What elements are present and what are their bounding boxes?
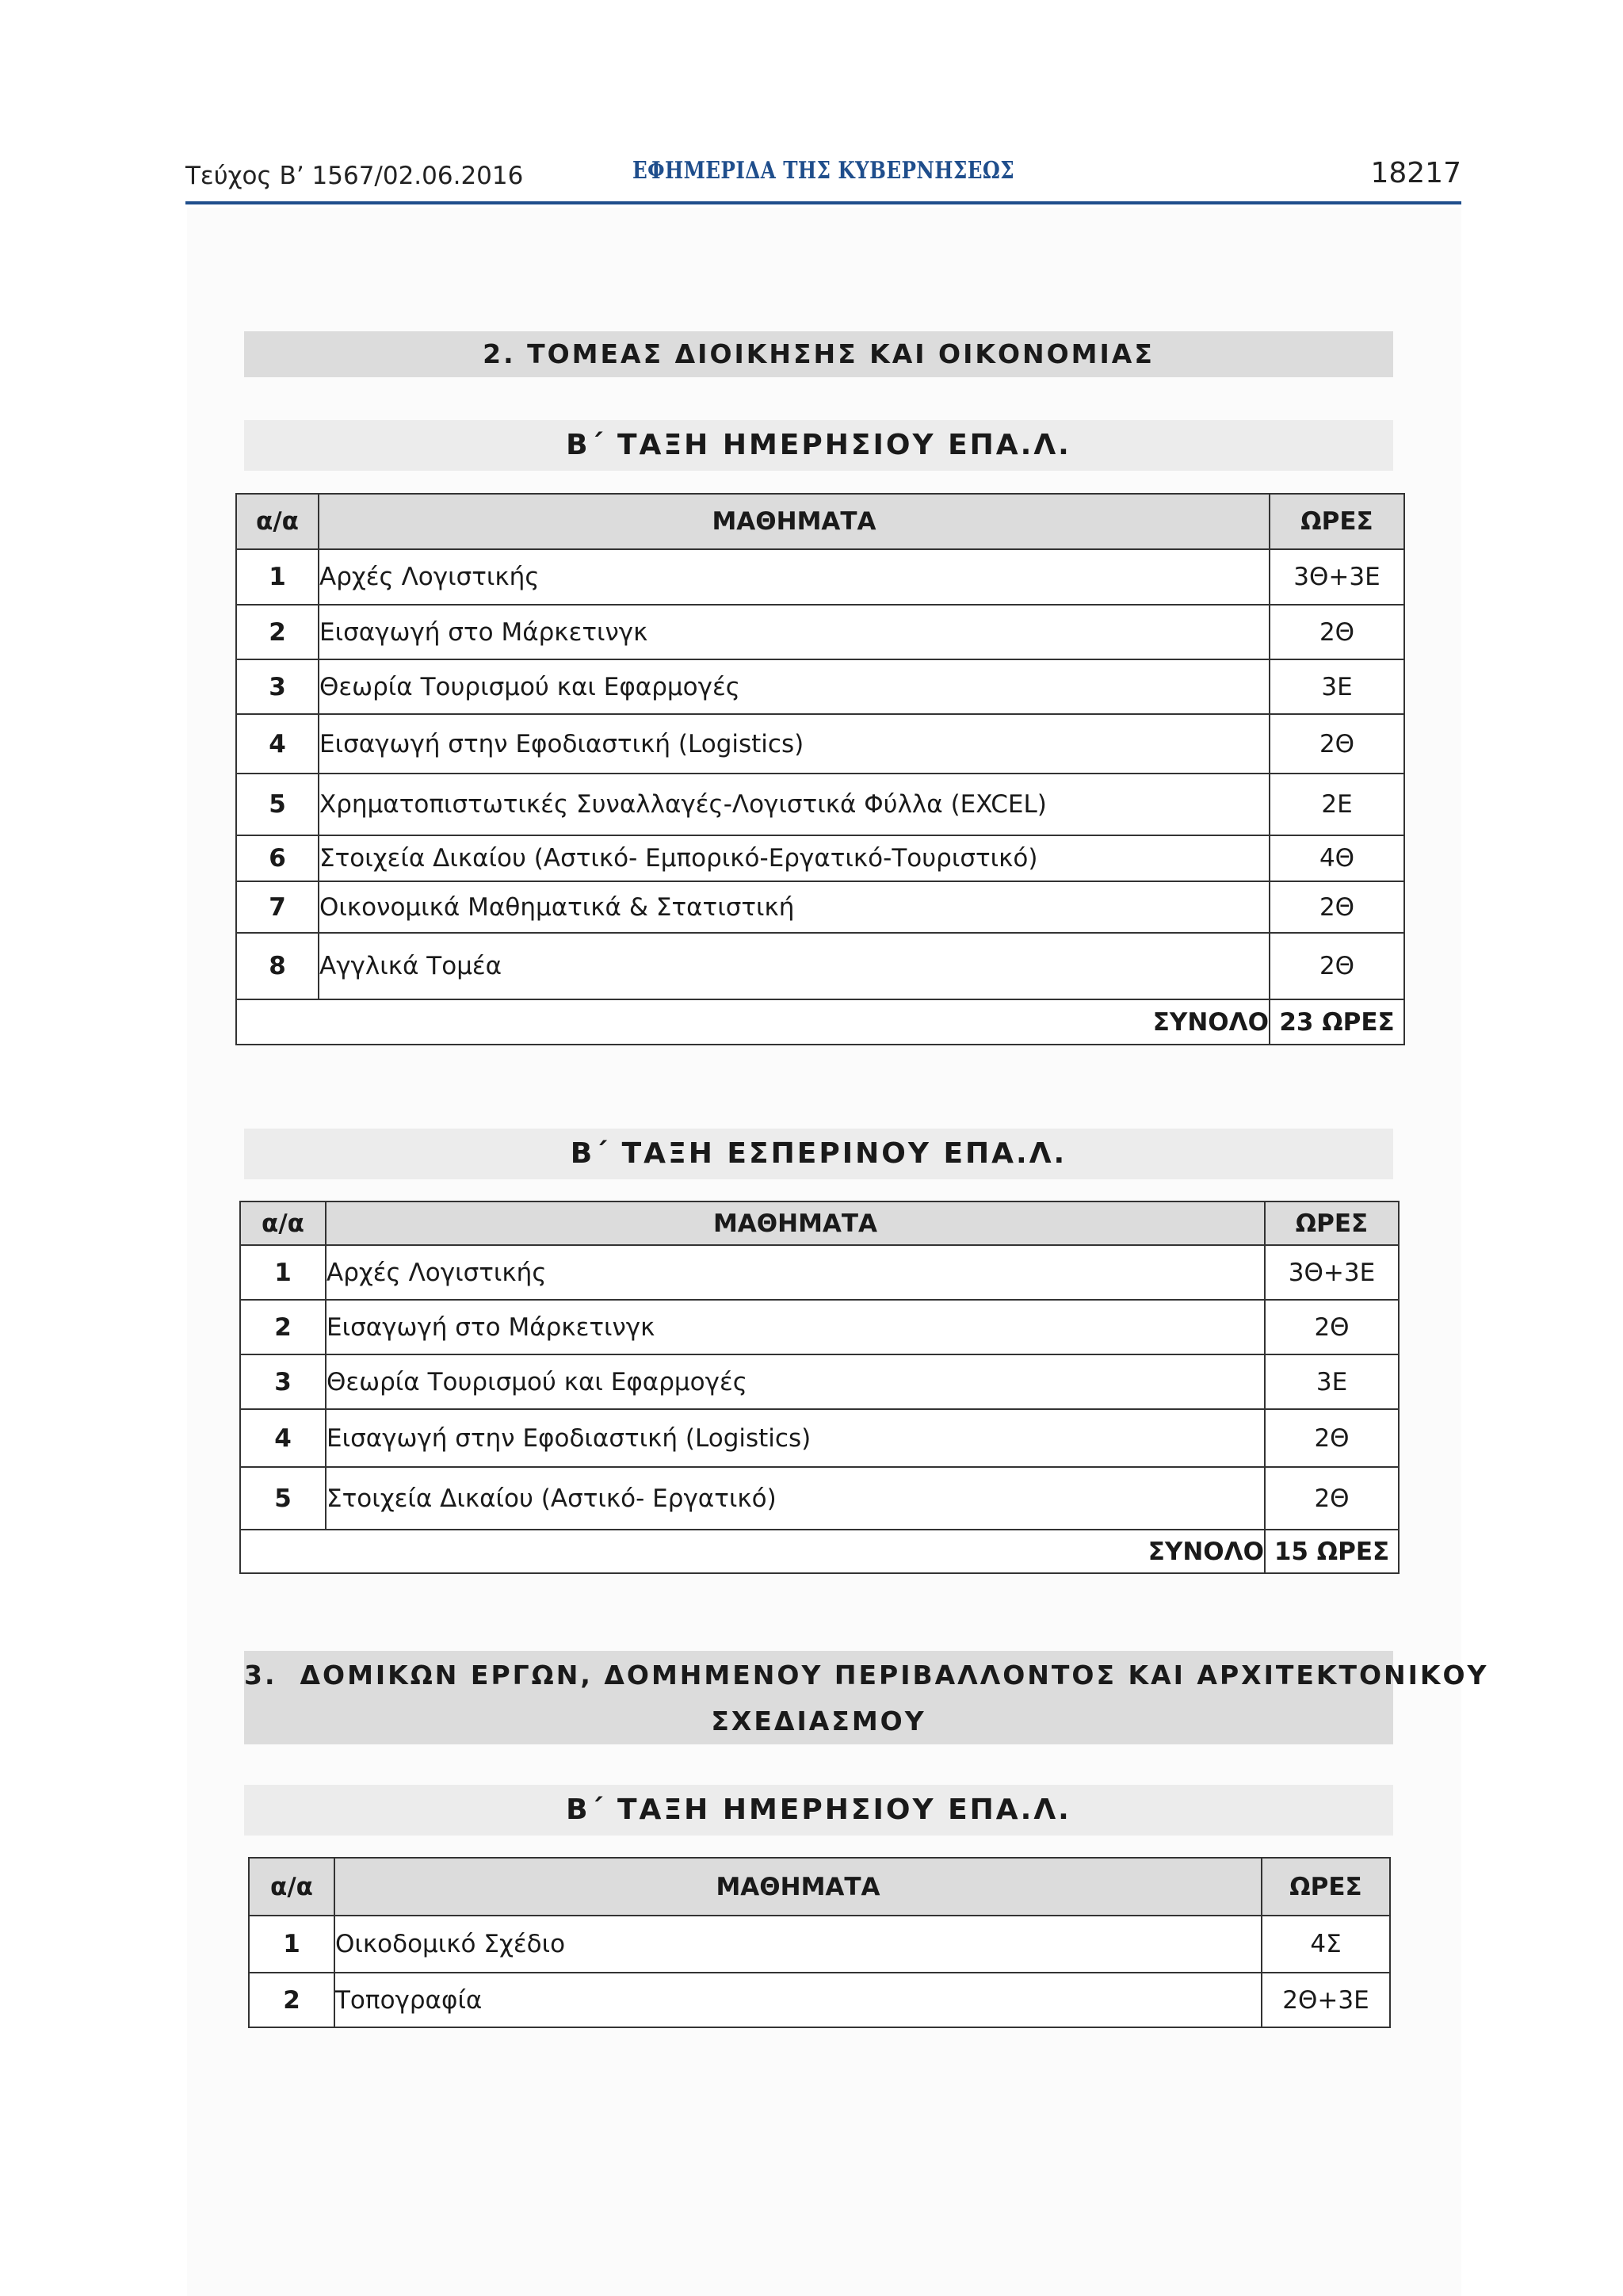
course-hours: 3Θ+3Ε xyxy=(1270,549,1404,605)
total-label: ΣΥΝΟΛΟ xyxy=(240,1530,1265,1573)
table-row xyxy=(236,659,1404,714)
total-hours: 15 ΩΡΕΣ xyxy=(1265,1530,1399,1573)
table-header-row xyxy=(236,494,1404,549)
course-hours: 2Θ xyxy=(1265,1467,1399,1530)
section-3-day-class-title: Β΄ ΤΑΞΗ ΗΜΕΡΗΣΙΟΥ ΕΠΑ.Λ. xyxy=(244,1785,1393,1836)
course-name: Αρχές Λογιστικής xyxy=(326,1245,1265,1300)
total-row xyxy=(240,1530,1399,1573)
row-index: 5 xyxy=(236,774,319,835)
row-index: 5 xyxy=(240,1467,326,1530)
column-header-courses: ΜΑΘΗΜΑΤΑ xyxy=(319,494,1270,549)
course-name: Αγγλικά Τομέα xyxy=(319,933,1270,999)
course-hours: 2Θ xyxy=(1265,1409,1399,1467)
course-hours: 2Θ xyxy=(1270,933,1404,999)
evening-courses-table xyxy=(239,1201,1400,1574)
table-row xyxy=(236,549,1404,605)
row-index: 1 xyxy=(249,1916,334,1973)
total-hours: 23 ΩΡΕΣ xyxy=(1270,999,1404,1045)
table-row xyxy=(240,1354,1399,1409)
row-index: 4 xyxy=(236,714,319,774)
course-name: Εισαγωγή στην Εφοδιαστική (Logistics) xyxy=(319,714,1270,774)
table-row xyxy=(240,1300,1399,1354)
column-header-index: α/α xyxy=(240,1201,326,1245)
table-row xyxy=(249,1916,1390,1973)
row-index: 6 xyxy=(236,835,319,881)
course-hours: 4Σ xyxy=(1262,1916,1390,1973)
section-3-courses-table xyxy=(248,1857,1391,2028)
row-index: 7 xyxy=(236,881,319,933)
course-name: Αρχές Λογιστικής xyxy=(319,549,1270,605)
course-name: Τοπογραφία xyxy=(334,1973,1262,2027)
row-index: 4 xyxy=(240,1409,326,1467)
table-header-row xyxy=(249,1858,1390,1916)
section-3-title: 3. ΔΟΜΙΚΩΝ ΕΡΓΩΝ, ΔΟΜΗΜΕΝΟΥ ΠΕΡΙΒΑΛΛΟΝΤΟΣ ΚΑΙ ΑΡΧΙΤΕΚΤΟΝΙΚΟΥ ΣΧΕΔΙΑΣΜΟΥ xyxy=(244,1651,1393,1744)
column-header-hours: ΩΡΕΣ xyxy=(1265,1201,1399,1245)
section-2-title: 2. ΤΟΜΕΑΣ ΔΙΟΙΚΗΣΗΣ ΚΑΙ ΟΙΚΟΝΟΜΙΑΣ xyxy=(244,331,1393,377)
day-courses-table xyxy=(235,493,1405,1045)
course-name: Στοιχεία Δικαίου (Αστικό- Εργατικό) xyxy=(326,1467,1265,1530)
row-index: 2 xyxy=(240,1300,326,1354)
column-header-hours: ΩΡΕΣ xyxy=(1270,494,1404,549)
column-header-index: α/α xyxy=(236,494,319,549)
course-hours: 2Θ xyxy=(1270,881,1404,933)
course-name: Οικονομικά Μαθηματικά & Στατιστική xyxy=(319,881,1270,933)
course-hours: 3Ε xyxy=(1265,1354,1399,1409)
running-header xyxy=(185,155,1461,204)
row-index: 2 xyxy=(249,1973,334,2027)
table-row xyxy=(236,933,1404,999)
row-index: 3 xyxy=(240,1354,326,1409)
day-class-title: Β΄ ΤΑΞΗ ΗΜΕΡΗΣΙΟΥ ΕΠΑ.Λ. xyxy=(244,420,1393,471)
course-name: Χρηματοπιστωτικές Συναλλαγές-Λογιστικά Φύλλα (EXCEL) xyxy=(319,774,1270,835)
table-row xyxy=(236,605,1404,659)
course-name: Εισαγωγή στο Μάρκετινγκ xyxy=(319,605,1270,659)
total-label: ΣΥΝΟΛΟ xyxy=(236,999,1270,1045)
course-name: Θεωρία Τουρισμού και Εφαρμογές xyxy=(326,1354,1265,1409)
course-hours: 2Θ+3Ε xyxy=(1262,1973,1390,2027)
course-name: Στοιχεία Δικαίου (Αστικό- Εμπορικό-Εργατικό-Τουριστικό) xyxy=(319,835,1270,881)
row-index: 8 xyxy=(236,933,319,999)
course-hours: 3Ε xyxy=(1270,659,1404,714)
course-hours: 2Θ xyxy=(1270,605,1404,659)
row-index: 1 xyxy=(240,1245,326,1300)
table-row xyxy=(240,1409,1399,1467)
course-name: Οικοδομικό Σχέδιο xyxy=(334,1916,1262,1973)
row-index: 1 xyxy=(236,549,319,605)
course-hours: 2Ε xyxy=(1270,774,1404,835)
table-header-row xyxy=(240,1201,1399,1245)
column-header-index: α/α xyxy=(249,1858,334,1916)
table-row xyxy=(240,1467,1399,1530)
column-header-courses: ΜΑΘΗΜΑΤΑ xyxy=(326,1201,1265,1245)
table-row xyxy=(240,1245,1399,1300)
table-row xyxy=(236,881,1404,933)
table-row xyxy=(236,774,1404,835)
issue-reference: Τεύχος Β’ 1567/02.06.2016 xyxy=(185,162,524,190)
total-row xyxy=(236,999,1404,1045)
course-name: Εισαγωγή στην Εφοδιαστική (Logistics) xyxy=(326,1409,1265,1467)
course-hours: 3Θ+3Ε xyxy=(1265,1245,1399,1300)
evening-class-title: Β΄ ΤΑΞΗ ΕΣΠΕΡΙΝΟΥ ΕΠΑ.Λ. xyxy=(244,1129,1393,1179)
table-row xyxy=(249,1973,1390,2027)
course-name: Εισαγωγή στο Μάρκετινγκ xyxy=(326,1300,1265,1354)
table-row xyxy=(236,835,1404,881)
journal-title: ΕΦΗΜΕΡΙΔΑ ΤΗΣ ΚΥΒΕΡΝΗΣΕΩΣ xyxy=(632,157,1015,185)
table-row xyxy=(236,714,1404,774)
column-header-courses: ΜΑΘΗΜΑΤΑ xyxy=(334,1858,1262,1916)
course-name: Θεωρία Τουρισμού και Εφαρμογές xyxy=(319,659,1270,714)
row-index: 3 xyxy=(236,659,319,714)
page-number: 18217 xyxy=(1370,157,1461,189)
row-index: 2 xyxy=(236,605,319,659)
course-hours: 4Θ xyxy=(1270,835,1404,881)
course-hours: 2Θ xyxy=(1265,1300,1399,1354)
column-header-hours: ΩΡΕΣ xyxy=(1262,1858,1390,1916)
course-hours: 2Θ xyxy=(1270,714,1404,774)
